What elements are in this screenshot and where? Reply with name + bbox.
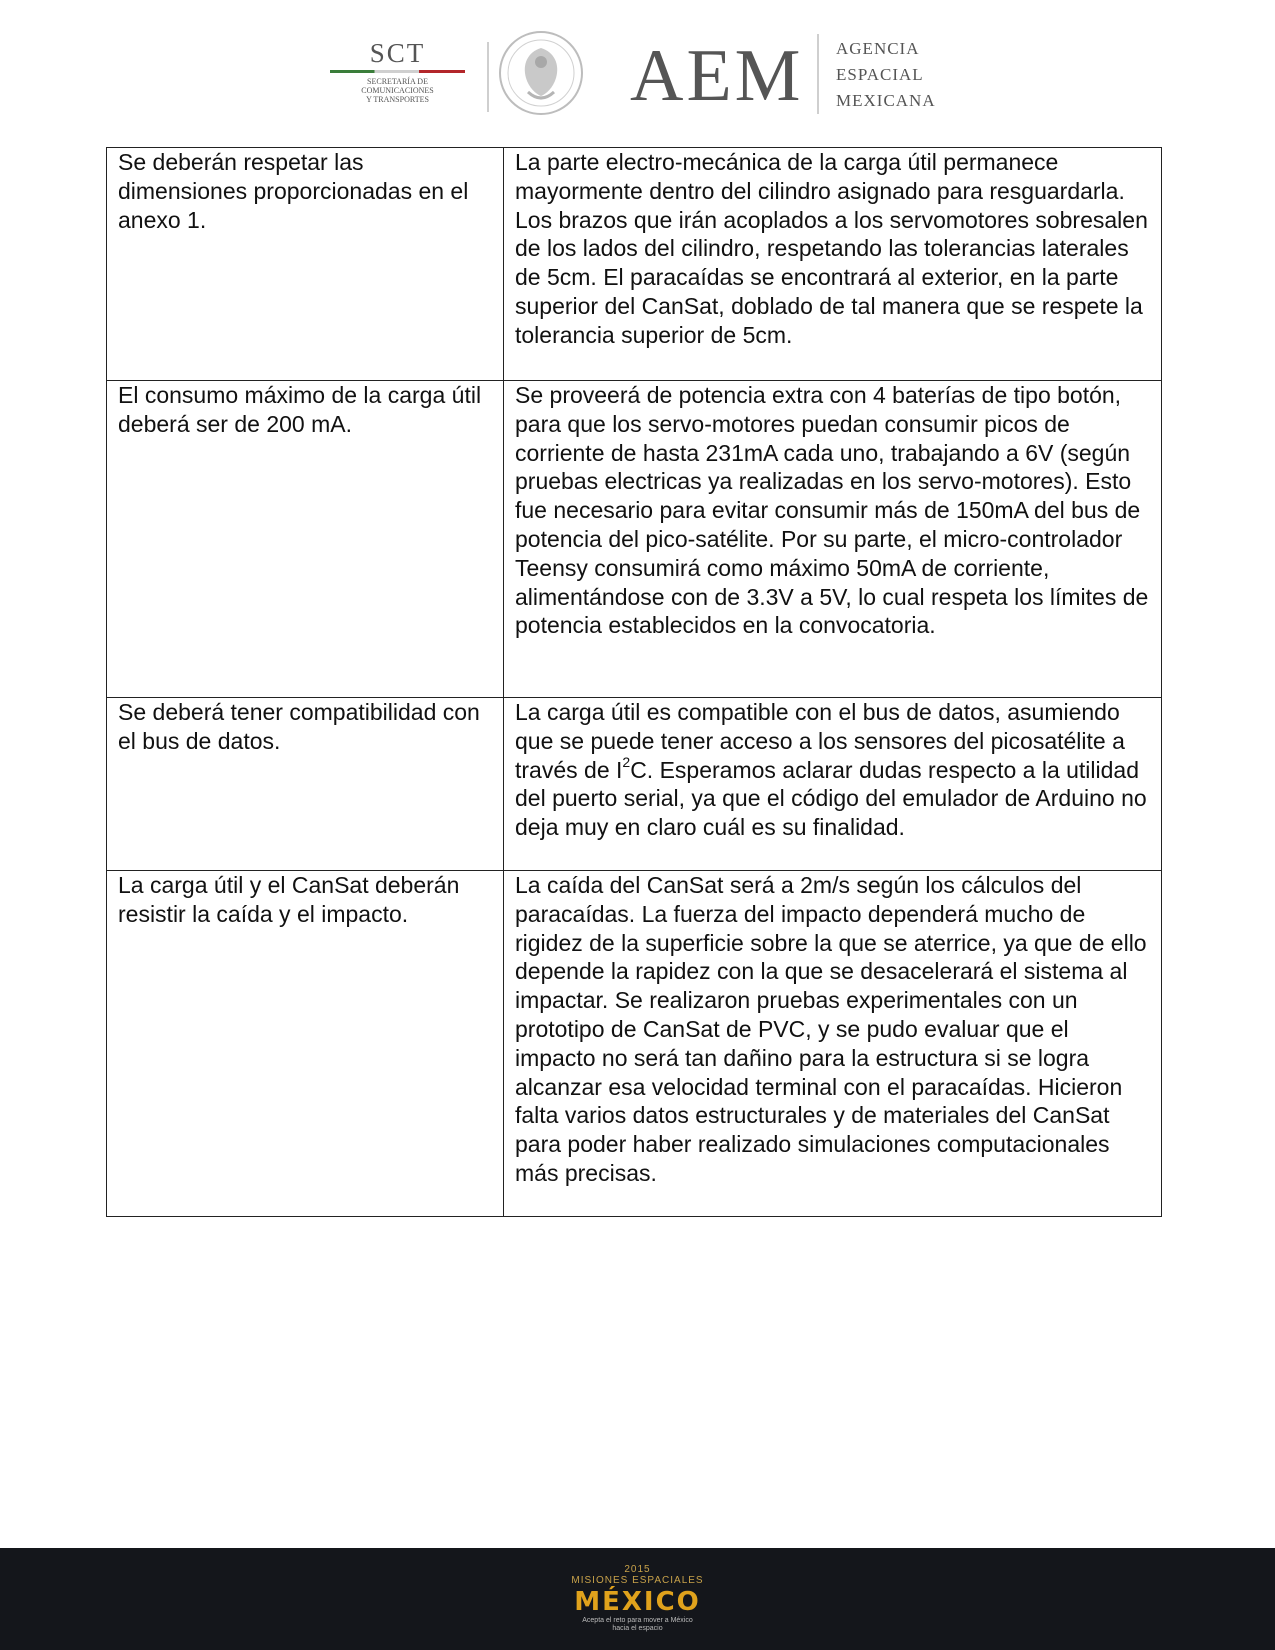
sct-subtitle-line2: COMUNICACIONES: [361, 86, 434, 95]
table-row: [107, 698, 1162, 871]
footer-title-line2: MÉXICO: [574, 1587, 701, 1617]
page-footer: [0, 1548, 1275, 1650]
footer-title-line1: MISIONES ESPACIALES: [571, 1575, 704, 1586]
response-cell: [504, 698, 1162, 871]
agency-name-line3: MEXICANA: [836, 91, 936, 110]
response-cell: La parte electro-mecánica de la carga útil permanece mayormente dentro del cilindro asignado para resguardarla. Los brazos que irán acoplados a los servomotores sobresalen de los lados del cilindro, respetando las tolerancias laterales de 5cm. El paracaídas se encontrará al exterior, en la parte superior del CanSat, doblado de tal manera que se respete la tolerancia superior de 5cm.: [504, 148, 1162, 381]
requirements-table: [106, 147, 1162, 1217]
header-divider: [487, 42, 489, 112]
sct-logo: [330, 38, 465, 104]
sct-subtitle-line1: SECRETARÍA DE: [367, 77, 428, 86]
response-text: C. Esperamos aclarar dudas respecto a la utilidad del puerto serial, ya que el código del emulador de Arduino no deja muy en claro cuál es su finalidad.: [515, 756, 1147, 841]
footer-tagline-line1: Acepta el reto para mover a México: [582, 1617, 693, 1624]
response-cell: Se proveerá de potencia extra con 4 baterías de tipo botón, para que los servo-motores puedan consumir picos de corriente de hasta 231mA cada uno, trabajando a 6V (según pruebas electricas ya realizadas en los servo-motores). Esto fue necesario para evitar consumir más de 150mA del bus de potencia del pico-satélite. Por su parte, el micro-controlador Teensy consumirá como máximo 50mA de corriente, alimentándose con de 3.3V a 5V, lo cual respeta los límites de potencia establecidos en la convocatoria.: [504, 381, 1162, 698]
table-row: [107, 148, 1162, 381]
page-header: [0, 0, 1275, 130]
header-divider: [817, 34, 819, 114]
sct-abbreviation: SCT: [369, 38, 426, 68]
footer-year: 2015: [624, 1564, 651, 1575]
superscript: 2: [622, 753, 631, 770]
requirement-cell: La carga útil y el CanSat deberán resistir la caída y el impacto.: [107, 871, 504, 1217]
footer-tagline-line2: hacia el espacio: [612, 1625, 663, 1632]
table-row: [107, 381, 1162, 698]
agency-name-line1: AGENCIA: [836, 39, 920, 58]
sct-subtitle-line3: Y TRANSPORTES: [366, 95, 429, 104]
response-cell: La caída del CanSat será a 2m/s según los cálculos del paracaídas. La fuerza del impacto dependerá mucho de rigidez de la superficie sobre la que se aterrice, ya que de ello depende la rapidez con la que se desacelerará el sistema al impactar. Se realizaron pruebas experimentales con un prototipo de CanSat de PVC, y se pudo evaluar que el impacto no será tan dañino para la estructura si se logra alcanzar esa velocidad terminal con el paracaídas. Hicieron falta varios datos estructurales y de materiales del CanSat para poder haber realizado simulaciones computacionales más precisas.: [504, 871, 1162, 1217]
requirement-cell: Se deberá tener compatibilidad con el bus de datos.: [107, 698, 504, 871]
misiones-espaciales-logo: [550, 1564, 725, 1633]
sct-tricolor-line: [330, 70, 465, 73]
agency-name-line2: ESPACIAL: [836, 65, 924, 84]
aem-logo: AEM: [630, 35, 804, 117]
national-seal-icon: [498, 30, 584, 116]
requirement-cell: Se deberán respetar las dimensiones proporcionadas en el anexo 1.: [107, 148, 504, 381]
response-text: La carga útil es compatible con el bus de datos, asumiendo que se puede tener acceso a los sensores del picosatélite a través de I: [515, 699, 1125, 783]
table-row: [107, 871, 1162, 1217]
requirement-cell: El consumo máximo de la carga útil deberá ser de 200 mA.: [107, 381, 504, 698]
agency-name: [836, 36, 936, 114]
